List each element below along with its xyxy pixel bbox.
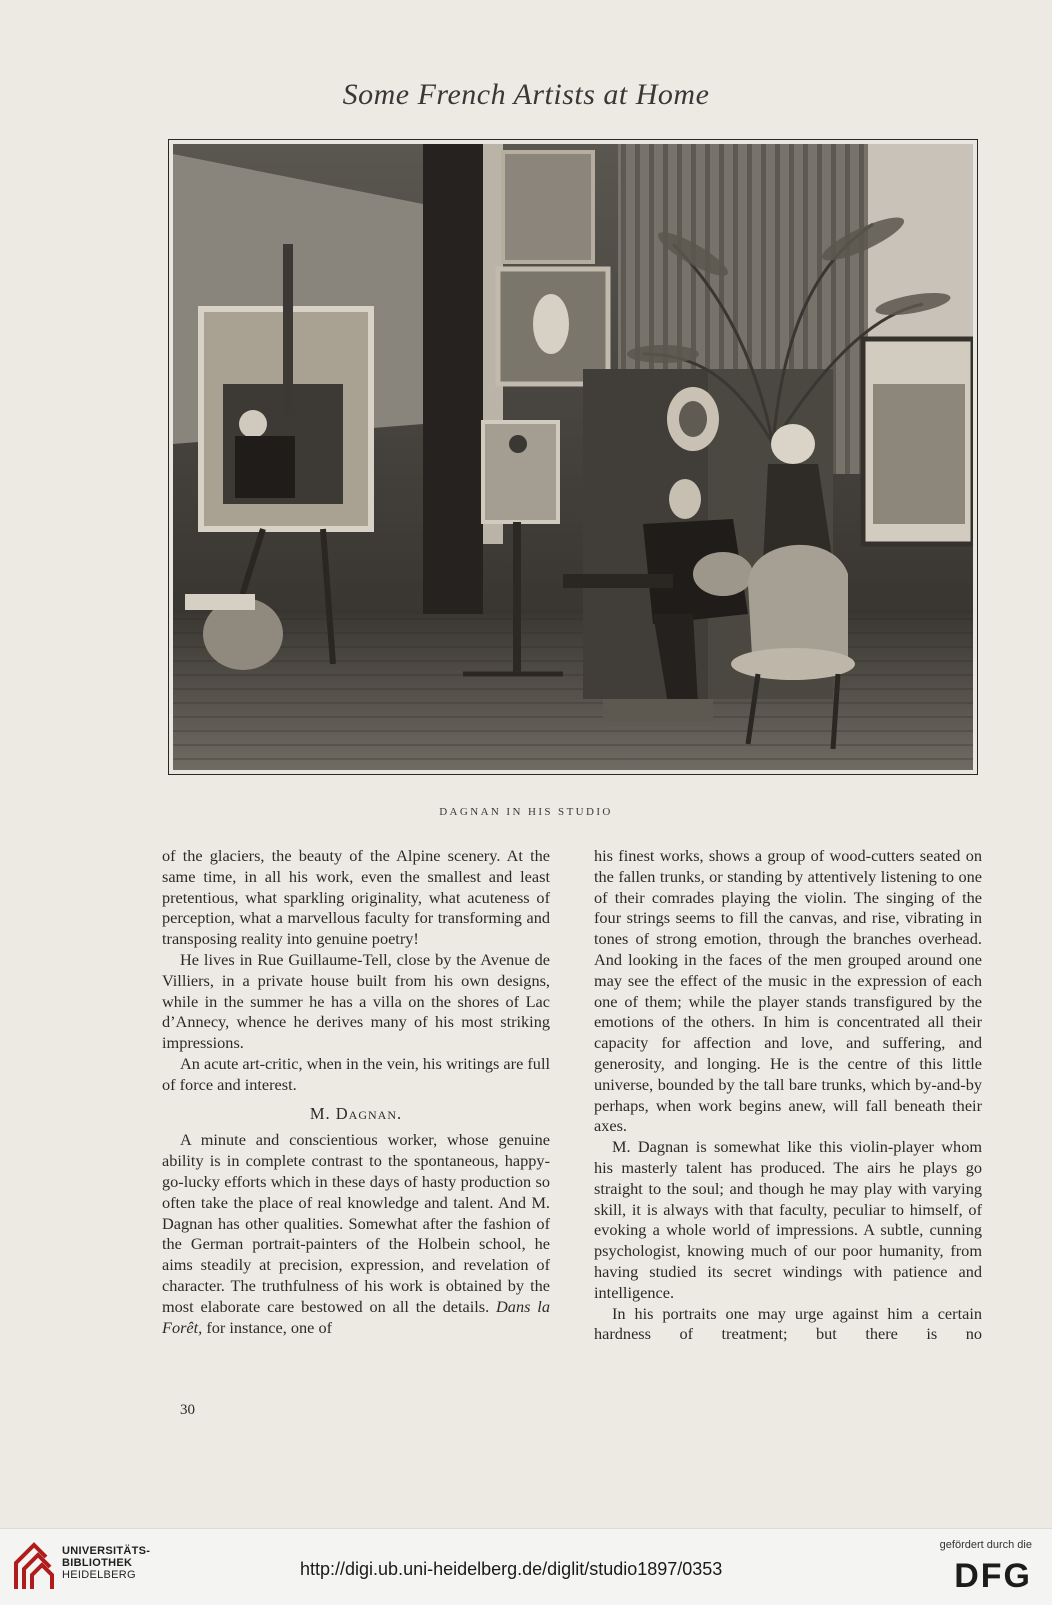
paragraph — [162, 1130, 550, 1338]
figure-caption: DAGNAN IN HIS STUDIO — [439, 806, 613, 818]
left-column — [162, 846, 550, 1338]
paragraph: In his portraits one may urge against him a certain hardness of treatment; but there is no — [594, 1303, 982, 1344]
paragraph: his finest works, shows a group of wood-cutters seated on the fallen trunks, or standing by attentively listening to one of their comrades playing the violin. The singing of the four strings seems to fill the canvas, and rise, vibrating in tones of strong emotion, through the branches overhead. And looking in the faces of the men grouped around one may see the effect of the music in the expression of each one of them; while the player stands transfigured by the emotions of the others. In him is concentrated all their capacity for affection and love, and suffering, and generosity, and longing. He is the centre of this little universe, bounded by the tall bare trunks, which by-and-by perhaps, when work begins anew, will fall beneath their axes. — [594, 846, 982, 1136]
source-url-link[interactable]: http://digi.ub.uni-heidelberg.de/diglit/studio1897/0353 — [300, 1559, 723, 1579]
paragraph: An acute art-critic, when in the vein, his writings are full of force and interest. — [162, 1053, 550, 1094]
funding-credit — [940, 1539, 1032, 1595]
page-number: 30 — [180, 1402, 195, 1418]
library-line: UNIVERSITÄTS- — [62, 1545, 151, 1557]
dfg-logo: DFG — [954, 1557, 1032, 1595]
paragraph: of the glaciers, the beauty of the Alpine scenery. At the same time, in all his work, even the smallest and least pretentious, what sparkling originality, what acuteness of perception, what a marvellous faculty for transforming and transposing reality into genuine poetry! — [162, 846, 550, 949]
digitization-footer — [0, 1528, 1052, 1605]
library-line: BIBLIOTHEK — [62, 1557, 133, 1569]
funding-text: gefördert durch die — [939, 1539, 1032, 1551]
paragraph: He lives in Rue Guillaume-Tell, close by the Avenue de Villiers, in a private house built from his own designs, while in the summer he has a villa on the shores of Lac d’Annecy, whence he derives many of his most striking impressions. — [162, 949, 550, 1053]
paragraph: M. Dagnan is somewhat like this violin-player whom his masterly talent has produced. The airs he plays go straight to the soul; and though he may play with varying skill, it is always with that faculty, peculiar to himself, of evoking a whole world of impressions. A subtle, cunning psychologist, knowing much of our poor humanity, from having studied its secret windings with patience and intelligence. — [594, 1137, 982, 1302]
studio-photograph-image — [173, 144, 973, 770]
section-heading: M. Dagnan. — [309, 1103, 403, 1123]
library-name — [62, 1545, 150, 1581]
library-line: HEIDELBERG — [62, 1569, 136, 1581]
artwork-title: Dans la Forêt, — [162, 1296, 550, 1337]
paragraph-text: A minute and conscientious worker, whose genuine ability is in complete contrast to the spontaneous, happy-go-lucky efforts which in these days of hasty production so often take the place of real knowledge and talent. And M. Dagnan has other qualities. Somewhat after the fashion of the German portrait-painters of the Holbein school, he aims steadily at precision, expression, and revelation of character. The truthfulness of his work is obtained by the most elaborate care bestowed on all the details. — [162, 1130, 550, 1316]
right-column — [594, 846, 982, 1345]
running-title: Some French Artists at Home — [342, 78, 710, 111]
paragraph-tail: for instance, one of — [206, 1317, 333, 1337]
studio-photograph — [168, 139, 978, 775]
library-logo-icon — [12, 1539, 56, 1595]
